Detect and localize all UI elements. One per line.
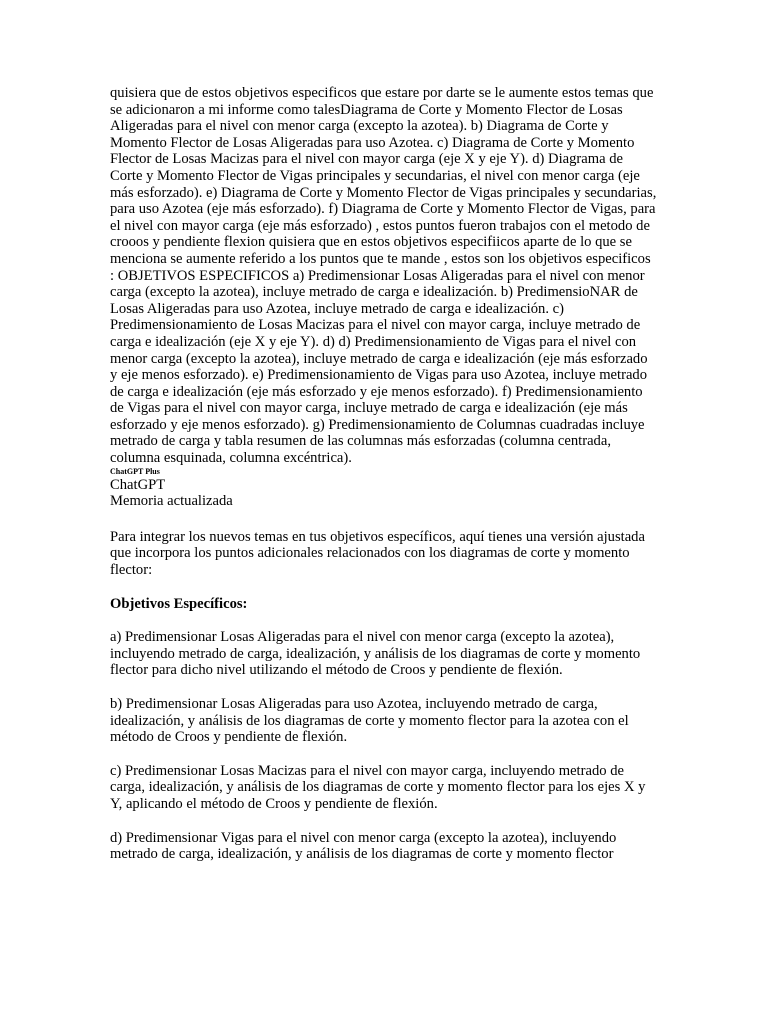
assistant-name: ChatGPT (110, 476, 166, 493)
assistant-label: ChatGPT Plus (110, 466, 160, 476)
document-page (110, 85, 658, 880)
objective-item: a) Predimensionar Losas Aligeradas para el nivel con menor carga (excepto la azotea), incluyendo metrado de carga, idealización, y análisis de los diagramas de corte y momento flector para dicho nivel utilizando el método de Croos y pendiente de flexión. (110, 629, 641, 679)
objective-item: d) Predimensionar Vigas para el nivel con menor carga (excepto la azotea), incluyendo metrado de carga, idealización, y análisis de los diagramas de corte y momento flector (110, 829, 617, 863)
assistant-reply-header (110, 477, 658, 510)
user-prompt-text: quisiera que de estos objetivos especificos que estare por darte se le aumente estos temas que se adicionaron a mi informe como talesDiagrama de Corte y Momento Flector de Losas Aligeradas para el nivel con menor carga (excepto la azotea). b) Diagrama de Corte y Momento Flector de Losas Aligeradas para uso Azotea. c) Diagrama de Corte y Momento Flector de Losas Macizas para el nivel con mayor carga (eje X y eje Y). d) Diagrama de Corte y Momento Flector de Vigas principales y secundarias, el nivel con menor carga (eje más esforzado). e) Diagrama de Corte y Momento Flector de Vigas principales y secundarias, para uso Azotea (eje más esforzado). f) Diagrama de Corte y Momento Flector de Vigas, para el nivel con mayor carga (eje más esforzado) , estos puntos fueron trabajos con el metodo de crooos y pendiente flexion quisiera que en estos objetivos especifiicos aparte de lo que se menciona se aumente referido a los puntos que te mande , estos son los objetivos especificos : OBJETIVOS ESPECIFICOS a) Predimensionar Losas Aligeradas para el nivel con menor carga (excepto la azotea), incluye metrado de carga e idealización. b) PredimensioNAR de Losas Aligeradas para uso Azotea, incluye metrado de carga e idealización. c) Predimensionamiento de Losas Macizas para el nivel con mayor carga, incluye metrado de carga e idealización (eje X y eje Y). d) d) Predimensionamiento de Vigas para el nivel con menor carga (excepto la azotea), incluye metrado de carga e idealización (eje más esforzado y eje menos esforzado). e) Predimensionamiento de Vigas para uso Azotea, incluye metrado de carga e idealización (eje más esforzado y eje menos esforzado). f) Predimensionamiento de Vigas para el nivel con mayor carga, incluye metrado de carga e idealización (eje más esforzado y eje menos esforzado). g) Predimensionamiento de Columnas cuadradas incluye metrado de carga y tabla resumen de las columnas más esforzadas (columna centrada, columna esquinada, columna excéntrica). (110, 85, 657, 467)
objective-item: c) Predimensionar Losas Macizas para el nivel con mayor carga, incluyendo metrado de carga, idealización, y análisis de los diagramas de corte y momento flector para los ejes X y Y, aplicando el método de Croos y pendiente de flexión. (110, 762, 646, 812)
reply-intro: Para integrar los nuevos temas en tus objetivos específicos, aquí tienes una versión ajustada que incorpora los puntos adicionales relacionados con los diagramas de corte y momento flector: (110, 528, 645, 579)
memory-notice: Memoria actualizada (110, 493, 233, 510)
objective-item: b) Predimensionar Losas Aligeradas para uso Azotea, incluyendo metrado de carga, idealización, y análisis de los diagramas de corte y momento flector para la azotea con el método de Croos y pendiente de flexión. (110, 696, 629, 746)
objectives-heading: Objetivos Específicos: (110, 595, 248, 612)
